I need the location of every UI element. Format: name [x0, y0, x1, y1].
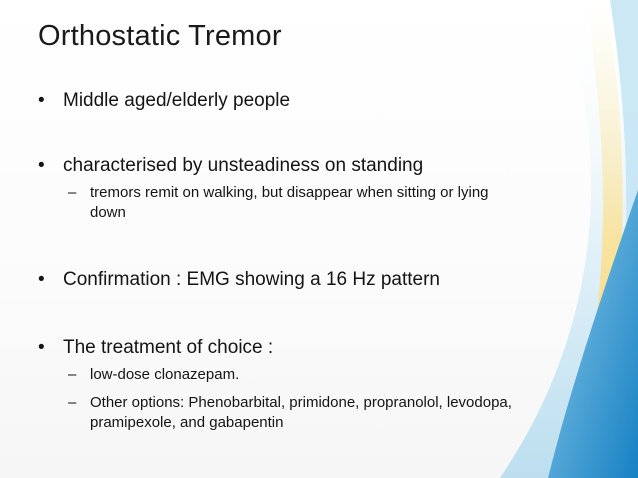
bullet-dot: • [38, 269, 45, 290]
sub-bullet-text [90, 183, 590, 223]
bullet-text: characterised by unsteadiness on standing [63, 155, 424, 176]
slide-title: Orthostatic Tremor [38, 20, 282, 52]
bullet-text: The treatment of choice : [63, 337, 274, 358]
sub-bullet-line: pramipexole, and gabapentin [90, 414, 284, 431]
bullet-text: Middle aged/elderly people [63, 90, 291, 111]
bullet-dot: • [38, 337, 45, 358]
sub-bullet-line: tremors remit on walking, but disappear when sitting or lying [90, 184, 489, 201]
sub-bullet-line: Other options: Phenobarbital, primidone, propranolol, levodopa, [90, 394, 512, 411]
bullet-text: Confirmation : EMG showing a 16 Hz pattern [63, 269, 441, 290]
bullet-dot: • [38, 90, 45, 111]
sub-bullet-dash: – [68, 394, 77, 411]
bullet-dot: • [38, 155, 45, 176]
sub-bullet-dash: – [68, 184, 77, 201]
sub-bullet-dash: – [68, 366, 77, 383]
sub-bullet-line: low-dose clonazepam. [90, 366, 240, 383]
sub-bullet-text [90, 365, 590, 385]
sub-bullet-line: down [90, 204, 126, 221]
sub-bullet-text [90, 393, 590, 433]
